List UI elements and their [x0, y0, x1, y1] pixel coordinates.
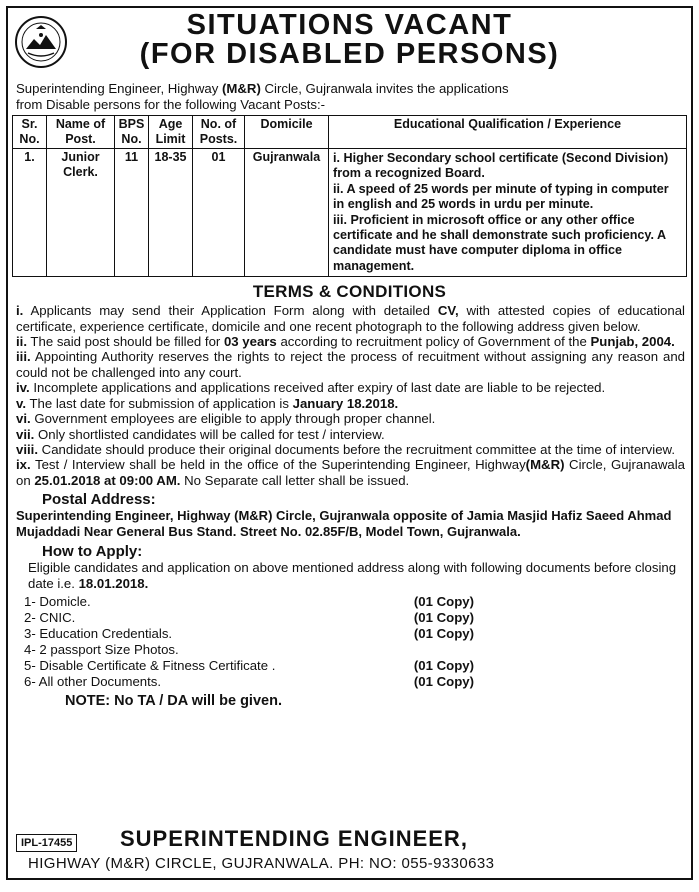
term-text: Incomplete applications and applications received after expiry of last date are liable to be rejected. — [29, 380, 606, 396]
term-bold: 03 years — [223, 334, 277, 350]
term-number: iv. — [16, 380, 30, 396]
term-item — [16, 427, 685, 442]
cell-post: Junior Clerk. — [47, 149, 115, 277]
term-bold: 25.01.2018 at 09:00 AM. — [34, 472, 181, 488]
term-number: i. — [16, 303, 24, 319]
cell-sr: 1. — [13, 149, 47, 277]
intro-line1-pre: Superintending Engineer, Highway — [16, 81, 223, 96]
page-title — [8, 11, 691, 69]
list-item — [24, 642, 474, 658]
document-copies: (01 Copy) — [413, 674, 474, 690]
term-text: Candidate should produce their original documents before the recruitment committee at the time of interview. — [38, 441, 675, 457]
document-copies: (01 Copy) — [413, 594, 474, 610]
document-label: 3- Education Credentials. — [24, 626, 173, 642]
term-number: ix. — [16, 457, 31, 473]
postal-address: Superintending Engineer, Highway (M&R) Circle, Gujranwala opposite of Jamia Masjid Hafiz Saeed Ahmad Mujaddadi Near General Bus Stand. Street No. 02.85F/B, Model Town, Gujranwala. — [16, 508, 672, 540]
list-item — [24, 626, 474, 642]
term-bold: (M&R) — [525, 457, 565, 473]
intro-text — [8, 75, 691, 113]
table-header-row — [13, 116, 687, 149]
term-item — [16, 411, 685, 426]
document-label: 6- All other Documents. — [24, 674, 162, 690]
term-number: ii. — [16, 334, 27, 350]
term-number: viii. — [16, 441, 38, 457]
cell-bps: 11 — [115, 149, 149, 277]
apply-text — [8, 560, 691, 592]
term-text: Only shortlisted candidates will be called for test / interview. — [34, 426, 385, 442]
term-text: No Separate call letter shall be issued. — [180, 472, 410, 488]
term-text: The last date for submission of application is — [26, 395, 293, 411]
col-header-qualification: Educational Qualification / Experience — [329, 116, 687, 149]
col-header-domicile: Domicile — [245, 116, 329, 149]
col-header-post: Name of Post. — [47, 116, 115, 149]
apply-text-main: Eligible candidates and application on above mentioned address along with following documents before closing date i.e. — [28, 560, 677, 592]
vacancy-table — [12, 115, 687, 277]
term-item — [16, 303, 685, 334]
intro-line2: from Disable persons for the following Vacant Posts:- — [16, 97, 326, 112]
document-copies: (01 Copy) — [413, 610, 474, 626]
advertisement — [6, 6, 693, 880]
col-header-bps: BPS No. — [115, 116, 149, 149]
table-row — [13, 149, 687, 277]
document-label: 5- Disable Certificate & Fitness Certificate . — [24, 658, 276, 674]
terms-heading: TERMS & CONDITIONS — [252, 282, 447, 302]
ipl-number-badge: IPL-17455 — [16, 834, 77, 852]
list-item — [24, 610, 474, 626]
term-bold: January 18.2018. — [292, 395, 399, 411]
term-text: Test / Interview shall be held in the office of the Superintending Engineer, Highway — [30, 457, 526, 473]
signatory-title: SUPERINTENDING ENGINEER, — [120, 826, 468, 851]
cell-qualification — [329, 149, 687, 277]
intro-line1-post: Circle, Gujranwala invites the applications — [260, 81, 509, 96]
term-bold: Punjab, 2004. — [590, 334, 675, 350]
col-header-age: Age Limit — [149, 116, 193, 149]
term-item — [16, 442, 685, 457]
term-text: Government employees are eligible to apply through proper channel. — [30, 411, 436, 427]
term-item — [16, 334, 685, 349]
document-copies — [402, 642, 474, 658]
qualification-2: ii. A speed of 25 words per minute of typing in computer in english and 25 words in urdu per minute. — [333, 181, 669, 212]
header — [8, 11, 691, 75]
term-item — [16, 349, 685, 380]
document-copies: (01 Copy) — [413, 626, 474, 642]
signatory-address: HIGHWAY (M&R) CIRCLE, GUJRANWALA. PH: NO: 055-9330633 — [28, 855, 495, 872]
col-header-posts: No. of Posts. — [193, 116, 245, 149]
term-text: with attested copies of educational certificate, experience certificate, domicile and one recent photograph to the following address given below. — [16, 303, 685, 334]
documents-list — [24, 594, 691, 690]
term-text: Circle, Gujranawala on — [16, 457, 686, 488]
postal-heading: Postal Address: — [42, 491, 156, 509]
intro-line1-bold: (M&R) — [222, 81, 261, 96]
cell-domicile: Gujranwala — [245, 149, 329, 277]
government-emblem-icon — [14, 15, 68, 69]
document-label: 4- 2 passport Size Photos. — [24, 642, 179, 658]
term-text: The said post should be filled for — [27, 334, 224, 350]
document-copies: (01 Copy) — [413, 658, 474, 674]
cell-posts: 01 — [193, 149, 245, 277]
list-item — [24, 594, 474, 610]
term-number: vi. — [16, 411, 31, 427]
document-label: 1- Domicle. — [24, 594, 91, 610]
title-line-2: (FOR DISABLED PERSONS) — [139, 38, 560, 70]
terms-list — [8, 303, 691, 488]
term-item — [16, 457, 685, 488]
cell-age: 18-35 — [149, 149, 193, 277]
qualification-3: iii. Proficient in microsoft office or any other office certificate and he shall demonstrate such proficiency. A candidate must have computer diploma in office management. — [333, 212, 666, 273]
note-text: NOTE: No TA / DA will be given. — [65, 693, 282, 710]
apply-closing-date: 18.01.2018. — [78, 576, 149, 592]
term-bold: CV, — [437, 303, 459, 319]
term-text: according to recruitment policy of Government of the — [276, 334, 591, 350]
list-item — [24, 674, 474, 690]
list-item — [24, 658, 474, 674]
term-number: vii. — [16, 426, 35, 442]
term-text: Applicants may send their Application Form along with detailed — [23, 303, 438, 319]
qualification-1: i. Higher Secondary school certificate (Second Division) from a recognized Board. — [333, 151, 669, 181]
term-number: v. — [16, 395, 27, 411]
apply-heading: How to Apply: — [42, 543, 143, 561]
term-number: iii. — [16, 349, 31, 365]
col-header-sr: Sr. No. — [13, 116, 47, 149]
term-item — [16, 396, 685, 411]
title-line-1: SITUATIONS VACANT — [186, 9, 513, 41]
document-label: 2- CNIC. — [24, 610, 76, 626]
term-text: Appointing Authority reserves the rights to reject the process of recuitment without assigning any reason and could not be challenged into any court. — [16, 349, 685, 380]
term-item — [16, 380, 685, 395]
footer — [8, 824, 691, 878]
